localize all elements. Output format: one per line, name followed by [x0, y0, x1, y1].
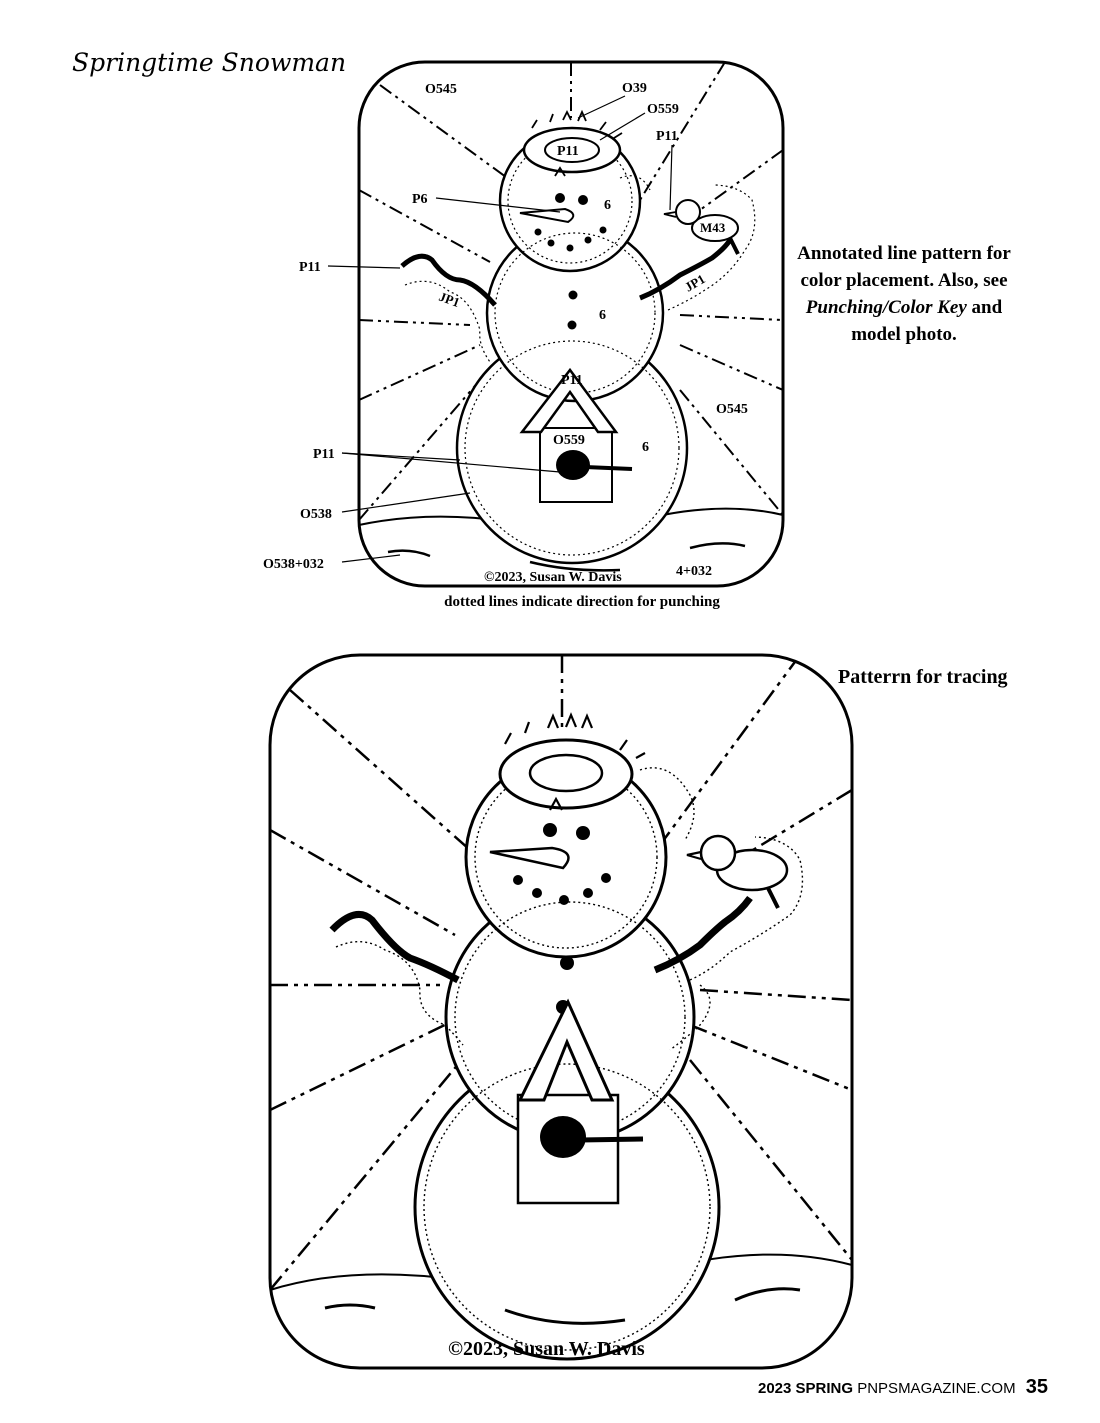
- label-bird-body: M43: [700, 220, 726, 235]
- footer-issue: 2023 SPRING: [758, 1380, 854, 1397]
- tracing-bird: [687, 836, 787, 908]
- annotation-note: [780, 240, 1028, 348]
- note-line-4: model photo.: [851, 324, 957, 345]
- label-hat-center: P11: [557, 144, 579, 159]
- label-hat-tufts: O39: [622, 81, 647, 96]
- label-left-arm-outline: JP1: [436, 288, 462, 310]
- label-snow-code: 4+032: [676, 564, 712, 579]
- label-right-arm-outline: JP1: [682, 271, 708, 295]
- note-color-key: Punching/Color Key: [805, 297, 967, 318]
- footer-site: PNPSMAGAZINE.COM: [857, 1380, 1016, 1397]
- footer-page-number: 35: [1025, 1376, 1048, 1398]
- label-bird-outline: P11: [656, 129, 678, 144]
- note-line-1: Annotated line pattern for: [797, 243, 1011, 264]
- tracing-pattern: [0, 640, 1100, 1400]
- label-hat-brim: O559: [647, 102, 679, 117]
- tracing-label: Patterrn for tracing: [838, 666, 1008, 688]
- label-left-arm: P11: [299, 260, 321, 275]
- tracing-copyright: ©2023, Susan W. Davis: [448, 1338, 645, 1360]
- label-sky-top-left: O545: [425, 82, 457, 97]
- label-ground: O538+032: [263, 557, 324, 572]
- page-footer: [758, 1376, 1048, 1399]
- label-nose: P6: [412, 192, 428, 207]
- label-roof: P11: [561, 373, 583, 388]
- tracing-snowman-body: [415, 757, 719, 1359]
- pattern-title: Springtime Snowman: [72, 48, 347, 77]
- note-line-3: [780, 294, 1028, 321]
- label-sky-right: O545: [716, 402, 748, 417]
- label-bottom-fill: 6: [642, 440, 649, 455]
- note-line-2: color placement. Also, see: [800, 270, 1008, 291]
- punching-caption: dotted lines indicate direction for punching: [444, 594, 720, 610]
- label-middle-fill: 6: [599, 308, 606, 323]
- label-copyright: ©2023, Susan W. Davis: [484, 570, 622, 585]
- label-house: O559: [553, 433, 585, 448]
- label-head-fill: 6: [604, 198, 611, 213]
- label-body-outline: O538: [300, 507, 332, 522]
- note-line-3-rest: and: [966, 297, 1003, 318]
- label-outline: P11: [313, 447, 335, 462]
